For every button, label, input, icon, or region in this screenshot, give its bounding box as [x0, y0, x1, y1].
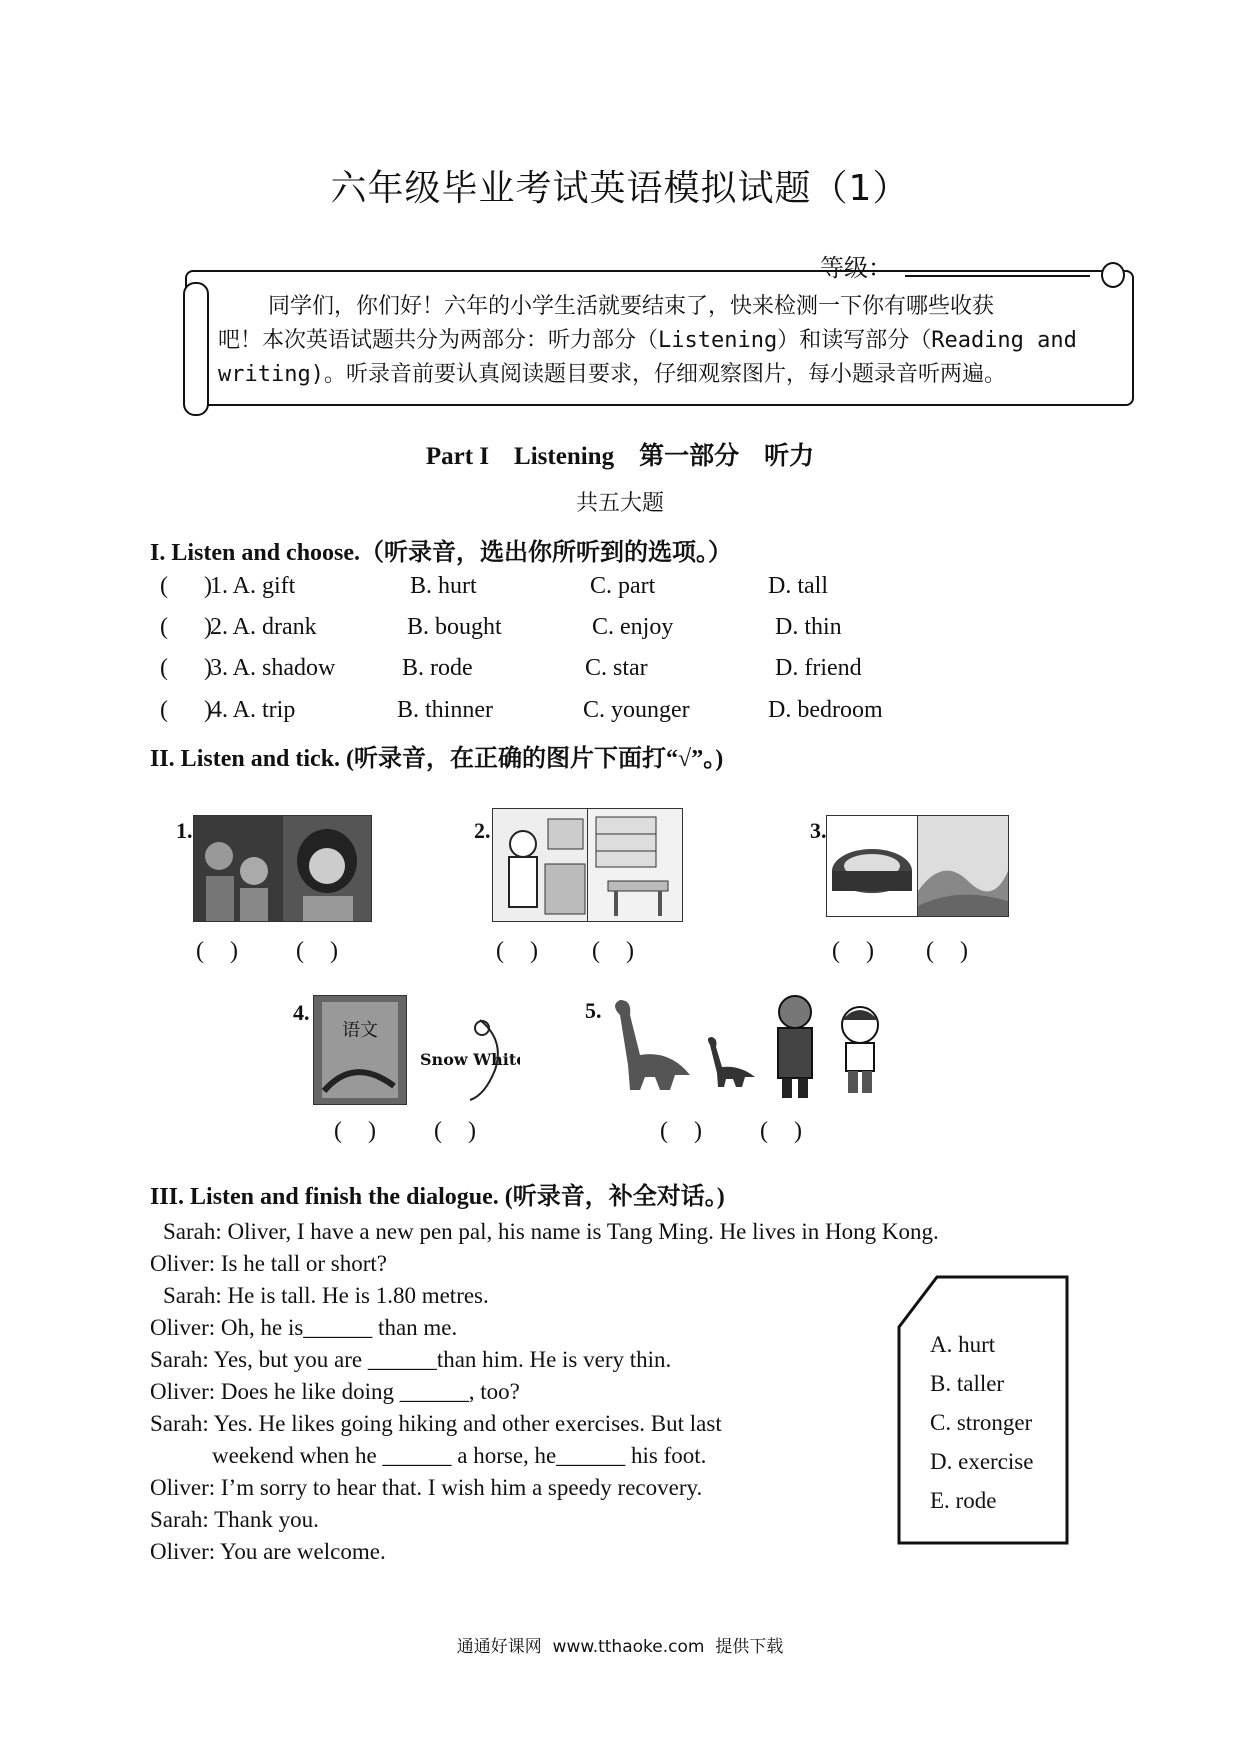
- tick-paren[interactable]: ( ): [196, 938, 240, 964]
- footer-text: 通通好课网 www.tthaoke.com 提供下载: [456, 1637, 784, 1657]
- answer-paren[interactable]: ( ): [160, 614, 212, 640]
- intro-line: 吧！本次英语试题共分为两部分：听力部分（Listening）和读写部分（Reading and: [218, 328, 1077, 353]
- dialogue-line: Sarah: Yes. He likes going hiking and other exercises. But last: [150, 1411, 722, 1436]
- dialogue-line: Oliver: I’m sorry to hear that. I wish him a speedy recovery.: [150, 1475, 703, 1500]
- option-b: B. bought: [407, 614, 502, 640]
- picture-snow-white-book-icon: [410, 1010, 520, 1105]
- option-item: B. taller: [930, 1371, 1005, 1396]
- option-b: B. thinner: [397, 697, 493, 723]
- picture-girl-reading-icon: [282, 815, 372, 922]
- option-b: B. rode: [402, 655, 473, 681]
- picture-grandpa-and-boy-icon: [760, 990, 900, 1100]
- option-d: D. tall: [768, 573, 828, 599]
- section-heading: II. Listen and tick. (听录音，在正确的图片下面打“√”。): [150, 746, 724, 772]
- page-title: 六年级毕业考试英语模拟试题（1）: [330, 168, 910, 209]
- book-title: 语文: [342, 1020, 378, 1041]
- option-d: D. friend: [775, 655, 862, 681]
- option-b: B. hurt: [410, 573, 477, 599]
- book-title: Snow White: [420, 1050, 520, 1069]
- dialogue-line: Oliver: Oh, he is______ than me.: [150, 1315, 458, 1340]
- tick-paren[interactable]: ( ): [926, 938, 970, 964]
- option-c: C. enjoy: [592, 614, 674, 640]
- intro-text: [218, 290, 1108, 392]
- dialogue-line: Sarah: Yes, but you are ______than him. He is very thin.: [150, 1347, 672, 1372]
- option-a: 1. A. gift: [210, 573, 296, 599]
- option-c: C. part: [590, 573, 656, 599]
- tick-paren[interactable]: ( ): [434, 1118, 478, 1144]
- answer-paren[interactable]: ( ): [160, 655, 212, 681]
- section-heading: I. Listen and choose.（听录音，选出你所听到的选项。）: [150, 540, 733, 566]
- picture-cook-kitchen-icon: [492, 808, 588, 922]
- tick-paren[interactable]: ( ): [334, 1118, 378, 1144]
- option-item: C. stronger: [930, 1410, 1033, 1435]
- option-item: A. hurt: [930, 1332, 996, 1357]
- section-heading: III. Listen and finish the dialogue. (听录音，补全对话。): [150, 1184, 725, 1210]
- scroll-curl-right: [1101, 262, 1125, 288]
- item-number: 2.: [474, 818, 491, 843]
- picture-hills-icon: [917, 815, 1009, 917]
- part-subtitle: 共五大题: [575, 491, 664, 516]
- option-d: D. bedroom: [768, 697, 883, 723]
- intro-line: writing)。听录音前要认真阅读题目要求，仔细观察图片，每小题录音听两遍。: [218, 362, 1006, 387]
- dialogue-line: Oliver: You are welcome.: [150, 1539, 386, 1564]
- item-number: 4.: [293, 1000, 310, 1025]
- part-title: Part I Listening 第一部分 听力: [425, 443, 815, 470]
- answer-paren[interactable]: ( ): [160, 697, 212, 723]
- picture-two-people-icon: [193, 815, 283, 922]
- dialogue-line: Sarah: Thank you.: [150, 1507, 319, 1532]
- item-number: 1.: [176, 818, 193, 843]
- item-number: 5.: [585, 998, 602, 1023]
- tick-paren[interactable]: ( ): [496, 938, 540, 964]
- grade-label: 等级：: [820, 254, 892, 282]
- option-a: 4. A. trip: [210, 697, 296, 723]
- dialogue-line: Oliver: Is he tall or short?: [150, 1251, 387, 1276]
- answer-paren[interactable]: ( ): [160, 573, 212, 599]
- tick-paren[interactable]: ( ): [592, 938, 636, 964]
- picture-chinese-book-icon: [313, 995, 407, 1105]
- dialogue-line: Sarah: Oliver, I have a new pen pal, his name is Tang Ming. He lives in Hong Kong.: [163, 1219, 939, 1244]
- tick-paren[interactable]: ( ): [660, 1118, 704, 1144]
- picture-study-room-icon: [587, 808, 683, 922]
- option-a: 2. A. drank: [210, 614, 317, 640]
- item-number: 3.: [810, 818, 827, 843]
- picture-stadium-icon: [826, 815, 918, 917]
- option-item: D. exercise: [930, 1449, 1034, 1474]
- dialogue-line: weekend when he ______ a horse, he______ his foot.: [212, 1443, 707, 1468]
- dialogue-line: Sarah: He is tall. He is 1.80 metres.: [163, 1283, 489, 1308]
- option-c: C. star: [585, 655, 648, 681]
- option-d: D. thin: [775, 614, 842, 640]
- option-c: C. younger: [583, 697, 690, 723]
- tick-paren[interactable]: ( ): [760, 1118, 804, 1144]
- dialogue-line: Oliver: Does he like doing ______, too?: [150, 1379, 520, 1404]
- intro-line: 同学们，你们好！六年的小学生活就要结束了，快来检测一下你有哪些收获: [268, 294, 995, 319]
- option-item: E. rode: [930, 1488, 997, 1513]
- picture-dinosaurs-icon: [600, 995, 760, 1095]
- scroll-curl-left: [183, 282, 209, 416]
- tick-paren[interactable]: ( ): [296, 938, 340, 964]
- option-a: 3. A. shadow: [210, 655, 336, 681]
- tick-paren[interactable]: ( ): [832, 938, 876, 964]
